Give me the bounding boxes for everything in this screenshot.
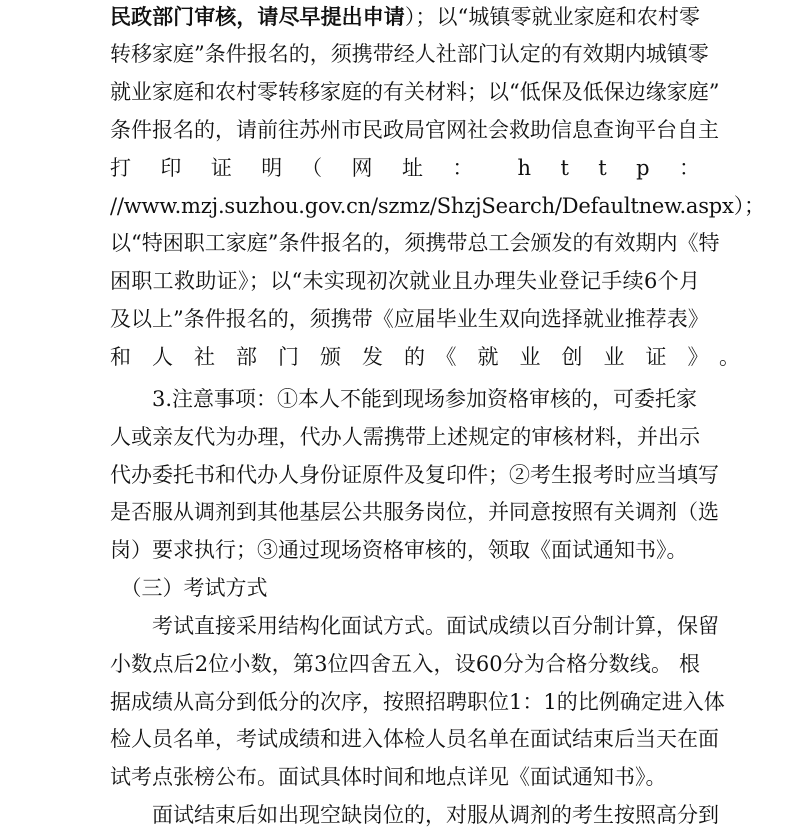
text-line-17: 考试直接采用结构化面试方式。面试成绩以百分制计算，保留 — [110, 614, 719, 638]
text-line-1 — [110, 2, 700, 32]
text-line-4: 条件报名的，请前往苏州市民政局官网社会救助信息查询平台自主 — [110, 118, 719, 142]
text-line-22: 面试结束后如出现空缺岗位的，对服从调剂的考生按照高分到 — [110, 803, 719, 827]
text-line-13: 代办委托书和代办人身份证原件及复印件；②考生报考时应当填写 — [110, 463, 719, 487]
text-line-12: 人或亲友代为办理，代办人需携带上述规定的审核材料，并出示 — [110, 425, 700, 449]
text-line-15: 岗）要求执行；③通过现场资格审核的，领取《面试通知书》。 — [110, 538, 688, 562]
text-line-14: 是否服从调剂到其他基层公共服务岗位，并同意按照有关调剂（选 — [110, 500, 719, 524]
text-line-19: 据成绩从高分到低分的次序，按照招聘职位1：1的比例确定进入体 — [110, 690, 725, 714]
line-text: ）；以“城镇零就业家庭和农村零 — [404, 5, 700, 29]
url-line: //www.mzj.suzhou.gov.cn/szmz/ShzjSearch/Defaultnew.aspx）； — [110, 194, 765, 218]
text-line-11: 3.注意事项：①本人不能到现场参加资格审核的，可委托家 — [110, 387, 698, 411]
bold-text: 民政部门审核，请尽早提出申请 — [110, 4, 405, 29]
text-line-21: 试考点张榜公布。面试具体时间和地点详见《面试通知书》。 — [110, 765, 667, 789]
text-line-10: 和 人 社 部 门 颁 发 的 《 就 业 创 业 证 》 。 — [110, 345, 740, 369]
text-line-5: 打 印 证 明 （ 网 址 ： h t t p ： — [110, 156, 700, 180]
section-heading: （三）考试方式 — [110, 576, 268, 600]
text-line-3: 就业家庭和农村零转移家庭的有关材料；以“低保及低保边缘家庭” — [110, 80, 720, 104]
text-line-2: 转移家庭”条件报名的，须携带经人社部门认定的有效期内城镇零 — [110, 42, 709, 66]
text-line-9: 及以上”条件报名的，须携带《应届毕业生双向选择就业推荐表》 — [110, 307, 709, 331]
text-line-20: 检人员名单，考试成绩和进入体检人员名单在面试结束后当天在面 — [110, 727, 719, 751]
text-line-7: 以“特困职工家庭”条件报名的，须携带总工会颁发的有效期内《特 — [110, 231, 720, 255]
text-line-18: 小数点后2位小数，第3位四舍五入，设60分为合格分数线。 根 — [110, 652, 700, 676]
text-line-8: 困职工救助证》；以“未实现初次就业且办理失业登记手续6个月 — [110, 269, 700, 293]
